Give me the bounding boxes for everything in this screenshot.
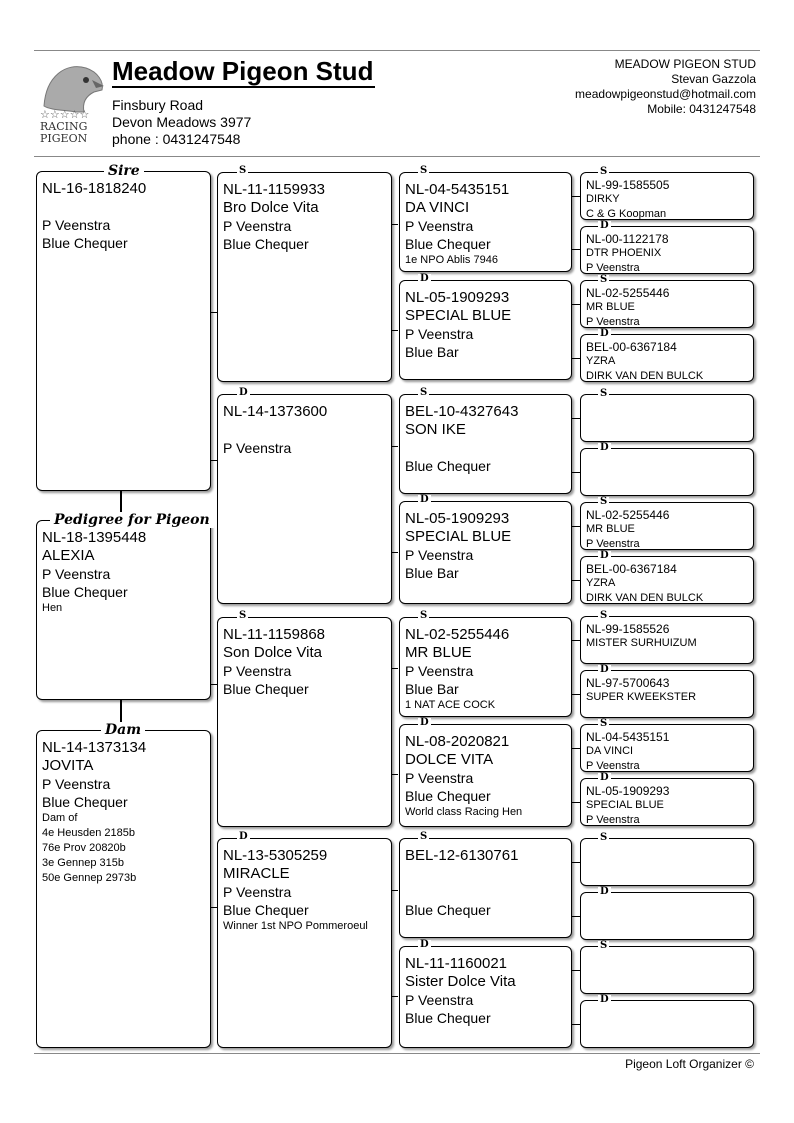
pigeon-name: Bro Dolce Vita xyxy=(223,199,319,216)
sex-label: S xyxy=(600,718,608,729)
ring-number: NL-08-2020821 xyxy=(405,733,510,750)
pigeon-colour: Blue Chequer xyxy=(42,584,128,600)
ring-number: NL-05-1909293 xyxy=(405,289,510,306)
gen4-box xyxy=(580,838,754,886)
contact-email: meadowpigeonstud@hotmail.com xyxy=(575,87,756,101)
ring-number: NL-11-1159868 xyxy=(223,626,326,643)
colour: Blue Bar xyxy=(405,681,459,697)
sire-label: Sire xyxy=(104,163,144,179)
colour: Blue Chequer xyxy=(405,236,491,252)
gen3-box xyxy=(399,724,572,827)
gen2-box-sire-dam xyxy=(217,394,392,604)
connector xyxy=(572,526,580,527)
ring-number: NL-11-1160021 xyxy=(405,955,508,972)
connector xyxy=(392,552,398,553)
connector xyxy=(392,446,398,447)
sex-label: D xyxy=(239,387,248,398)
colour: Blue Chequer xyxy=(405,902,491,918)
pigeon-name: DTR PHOENIX xyxy=(586,247,662,259)
pigeon-name: Sister Dolce Vita xyxy=(405,973,516,990)
gen3-box xyxy=(399,280,572,380)
pigeon-name: MR BLUE xyxy=(405,644,472,661)
sex-label: S xyxy=(600,166,608,177)
connector xyxy=(572,249,580,250)
connector xyxy=(572,970,580,971)
gen3-box xyxy=(399,838,572,938)
svg-text:RACING: RACING xyxy=(40,120,88,133)
pigeon-label: Pedigree for Pigeon xyxy=(50,512,214,528)
gen4-box xyxy=(580,778,754,826)
sex-label: S xyxy=(600,274,608,285)
sire-colour: Blue Chequer xyxy=(42,235,128,251)
connector xyxy=(572,472,580,473)
gen4-box xyxy=(580,1000,754,1048)
ring-number: BEL-12-6130761 xyxy=(405,847,519,864)
sex-label: D xyxy=(600,550,609,561)
pigeon-name: DOLCE VITA xyxy=(405,751,494,768)
colour: Blue Chequer xyxy=(405,1010,491,1026)
dam-note: 50e Gennep 2973b xyxy=(42,872,137,884)
sire-breeder: P Veenstra xyxy=(42,217,111,233)
dam-ring: NL-14-1373134 xyxy=(42,739,147,756)
pigeon-name: DA VINCI xyxy=(405,199,470,216)
connector xyxy=(572,358,580,359)
connector xyxy=(392,330,398,331)
pigeon-breeder: P Veenstra xyxy=(42,566,111,582)
ring-number: NL-99-1585505 xyxy=(586,178,670,192)
pigeon-name: Son Dolce Vita xyxy=(223,644,322,661)
pigeon-name: MR BLUE xyxy=(586,301,635,313)
sex-label: S xyxy=(600,496,608,507)
note: Winner 1st NPO Pommeroeul xyxy=(223,920,368,932)
dam-note: Dam of xyxy=(42,812,78,824)
colour: Blue Chequer xyxy=(405,458,491,474)
gen3-box xyxy=(399,172,572,272)
ring-number: NL-14-1373600 xyxy=(223,403,328,420)
pigeon-name: MISTER SURHUIZUM xyxy=(586,637,697,649)
pigeon-name: ALEXIA xyxy=(42,547,95,564)
breeder: P Veenstra xyxy=(223,884,292,900)
connector xyxy=(392,996,398,997)
pigeon-name: SON IKE xyxy=(405,421,466,438)
dam-note: 4e Heusden 2185b xyxy=(42,827,135,839)
gen4-box xyxy=(580,226,754,274)
pigeon-name: MIRACLE xyxy=(223,865,290,882)
breeder: P Veenstra xyxy=(223,440,292,456)
gen4-box xyxy=(580,334,754,382)
breeder: P Veenstra xyxy=(405,992,474,1008)
connector xyxy=(572,418,580,419)
sex-label: D xyxy=(600,886,609,897)
sex-label: D xyxy=(420,717,429,728)
ring-number: NL-02-5255446 xyxy=(586,508,670,522)
gen4-box xyxy=(580,724,754,772)
sex-label: S xyxy=(420,165,428,176)
sex-label: S xyxy=(420,831,428,842)
sex-label: D xyxy=(600,994,609,1005)
gen4-box xyxy=(580,172,754,220)
pigeon-box xyxy=(36,520,211,700)
ring-number: NL-99-1585526 xyxy=(586,622,670,636)
note: 1e NPO Ablis 7946 xyxy=(405,254,498,266)
svg-text:PIGEON: PIGEON xyxy=(40,132,88,145)
address-city: Devon Meadows 3977 xyxy=(112,114,252,130)
gen3-box xyxy=(399,946,572,1048)
pigeon-name: SPECIAL BLUE xyxy=(405,528,512,545)
note: 1 NAT ACE COCK xyxy=(405,699,496,711)
gen4-box xyxy=(580,670,754,718)
breeder: C & G Koopman xyxy=(586,208,667,220)
connector xyxy=(572,862,580,863)
connector xyxy=(392,224,398,225)
breeder: P Veenstra xyxy=(223,663,292,679)
sex-label: D xyxy=(239,831,248,842)
ring-number: BEL-00-6367184 xyxy=(586,562,677,576)
footer-rule xyxy=(34,1053,760,1054)
sex-label: S xyxy=(600,610,608,621)
breeder: P Veenstra xyxy=(405,663,474,679)
connector xyxy=(572,196,580,197)
gen4-box xyxy=(580,448,754,496)
sex-label: S xyxy=(600,832,608,843)
stud-title: Meadow Pigeon Stud xyxy=(112,56,374,86)
sex-label: D xyxy=(600,772,609,783)
address-street: Finsbury Road xyxy=(112,97,204,113)
sex-label: S xyxy=(420,387,428,398)
dam-name: JOVITA xyxy=(42,757,94,774)
connector xyxy=(572,916,580,917)
sex-label: D xyxy=(420,939,429,950)
ring-number: BEL-00-6367184 xyxy=(586,340,677,354)
ring-number: NL-04-5435151 xyxy=(586,730,670,744)
ring-number: NL-02-5255446 xyxy=(405,626,510,643)
pigeon-name: SUPER KWEEKSTER xyxy=(586,691,697,703)
breeder: P Veenstra xyxy=(405,770,474,786)
gen3-box xyxy=(399,501,572,604)
gen4-box xyxy=(580,616,754,664)
contact-person: Stevan Gazzola xyxy=(671,72,756,86)
gen2-box-sire-sire xyxy=(217,172,392,382)
connector xyxy=(572,748,580,749)
dam-breeder: P Veenstra xyxy=(42,776,111,792)
breeder: DIRK VAN DEN BULCK xyxy=(586,370,704,382)
sex-label: D xyxy=(600,328,609,339)
pigeon-name: DA VINCI xyxy=(586,745,634,757)
connector xyxy=(572,304,580,305)
pigeon-name: SPECIAL BLUE xyxy=(405,307,512,324)
connector xyxy=(392,668,398,669)
sire-box xyxy=(36,171,211,491)
ring-number: NL-05-1909293 xyxy=(586,784,670,798)
ring-number: BEL-10-4327643 xyxy=(405,403,519,420)
breeder: P Veenstra xyxy=(586,760,640,772)
ring-number: NL-05-1909293 xyxy=(405,510,510,527)
dam-note: 3e Gennep 315b xyxy=(42,857,124,869)
colour: Blue Chequer xyxy=(223,236,309,252)
contact-mobile: Mobile: 0431247548 xyxy=(647,102,756,116)
gen2-box-dam-sire xyxy=(217,617,392,827)
pigeon-name: DIRKY xyxy=(586,193,620,205)
ring-number: NL-00-1122178 xyxy=(586,232,669,246)
sex-label: D xyxy=(600,220,609,231)
contact-name: MEADOW PIGEON STUD xyxy=(614,57,756,71)
gen3-box xyxy=(399,617,572,717)
pigeon-ring: NL-18-1395448 xyxy=(42,529,147,546)
colour: Blue Chequer xyxy=(223,681,309,697)
sex-label: S xyxy=(600,388,608,399)
gen4-box xyxy=(580,556,754,604)
sire-ring: NL-16-1818240 xyxy=(42,180,147,197)
gen4-box xyxy=(580,892,754,940)
racing-pigeon-logo xyxy=(36,56,106,146)
pigeon-head-icon xyxy=(36,56,106,146)
gen2-box-dam-dam xyxy=(217,838,392,1048)
ring-number: NL-13-5305259 xyxy=(223,847,328,864)
breeder: P Veenstra xyxy=(586,538,640,550)
pigeon-name: MR BLUE xyxy=(586,523,635,535)
sex-label: S xyxy=(239,610,247,621)
sex-label: S xyxy=(420,610,428,621)
sex-label: D xyxy=(420,273,429,284)
sex-label: D xyxy=(600,664,609,675)
pigeon-sex: Hen xyxy=(42,602,63,614)
breeder: P Veenstra xyxy=(586,262,640,274)
sex-label: D xyxy=(420,494,429,505)
svg-text:☆☆☆☆☆: ☆☆☆☆☆ xyxy=(40,108,90,121)
connector xyxy=(392,890,398,891)
ring-number: NL-02-5255446 xyxy=(586,286,670,300)
sex-label: S xyxy=(600,940,608,951)
pigeon-name: YZRA xyxy=(586,355,616,367)
colour: Blue Chequer xyxy=(405,788,491,804)
sex-label: S xyxy=(239,165,247,176)
gen3-box xyxy=(399,394,572,494)
gen4-box xyxy=(580,280,754,328)
connector xyxy=(572,1024,580,1025)
breeder: P Veenstra xyxy=(586,316,640,328)
breeder: P Veenstra xyxy=(405,326,474,342)
sex-label: D xyxy=(600,442,609,453)
dam-colour: Blue Chequer xyxy=(42,794,128,810)
note: World class Racing Hen xyxy=(405,806,523,818)
connector xyxy=(572,580,580,581)
colour: Blue Bar xyxy=(405,344,459,360)
gen4-box xyxy=(580,502,754,550)
breeder: P Veenstra xyxy=(586,814,640,826)
ring-number: NL-11-1159933 xyxy=(223,181,326,198)
breeder: P Veenstra xyxy=(405,218,474,234)
address-phone: phone : 0431247548 xyxy=(112,131,241,147)
connector xyxy=(572,640,580,641)
ring-number: NL-04-5435151 xyxy=(405,181,510,198)
pigeon-name: YZRA xyxy=(586,577,616,589)
breeder: DIRK VAN DEN BULCK xyxy=(586,592,704,604)
gen4-box xyxy=(580,394,754,442)
ring-number: NL-97-5700643 xyxy=(586,676,670,690)
colour: Blue Bar xyxy=(405,565,459,581)
gen4-box xyxy=(580,946,754,994)
top-rule xyxy=(34,50,760,51)
dam-label: Dam xyxy=(101,722,145,738)
connector xyxy=(392,774,398,775)
header-rule xyxy=(34,156,760,157)
breeder: P Veenstra xyxy=(223,218,292,234)
dam-note: 76e Prov 20820b xyxy=(42,842,126,854)
colour: Blue Chequer xyxy=(223,902,309,918)
pigeon-name: SPECIAL BLUE xyxy=(586,799,664,811)
dam-box xyxy=(36,730,211,1048)
footer-credit: Pigeon Loft Organizer © xyxy=(625,1057,754,1071)
connector xyxy=(572,694,580,695)
breeder: P Veenstra xyxy=(405,547,474,563)
connector xyxy=(572,802,580,803)
